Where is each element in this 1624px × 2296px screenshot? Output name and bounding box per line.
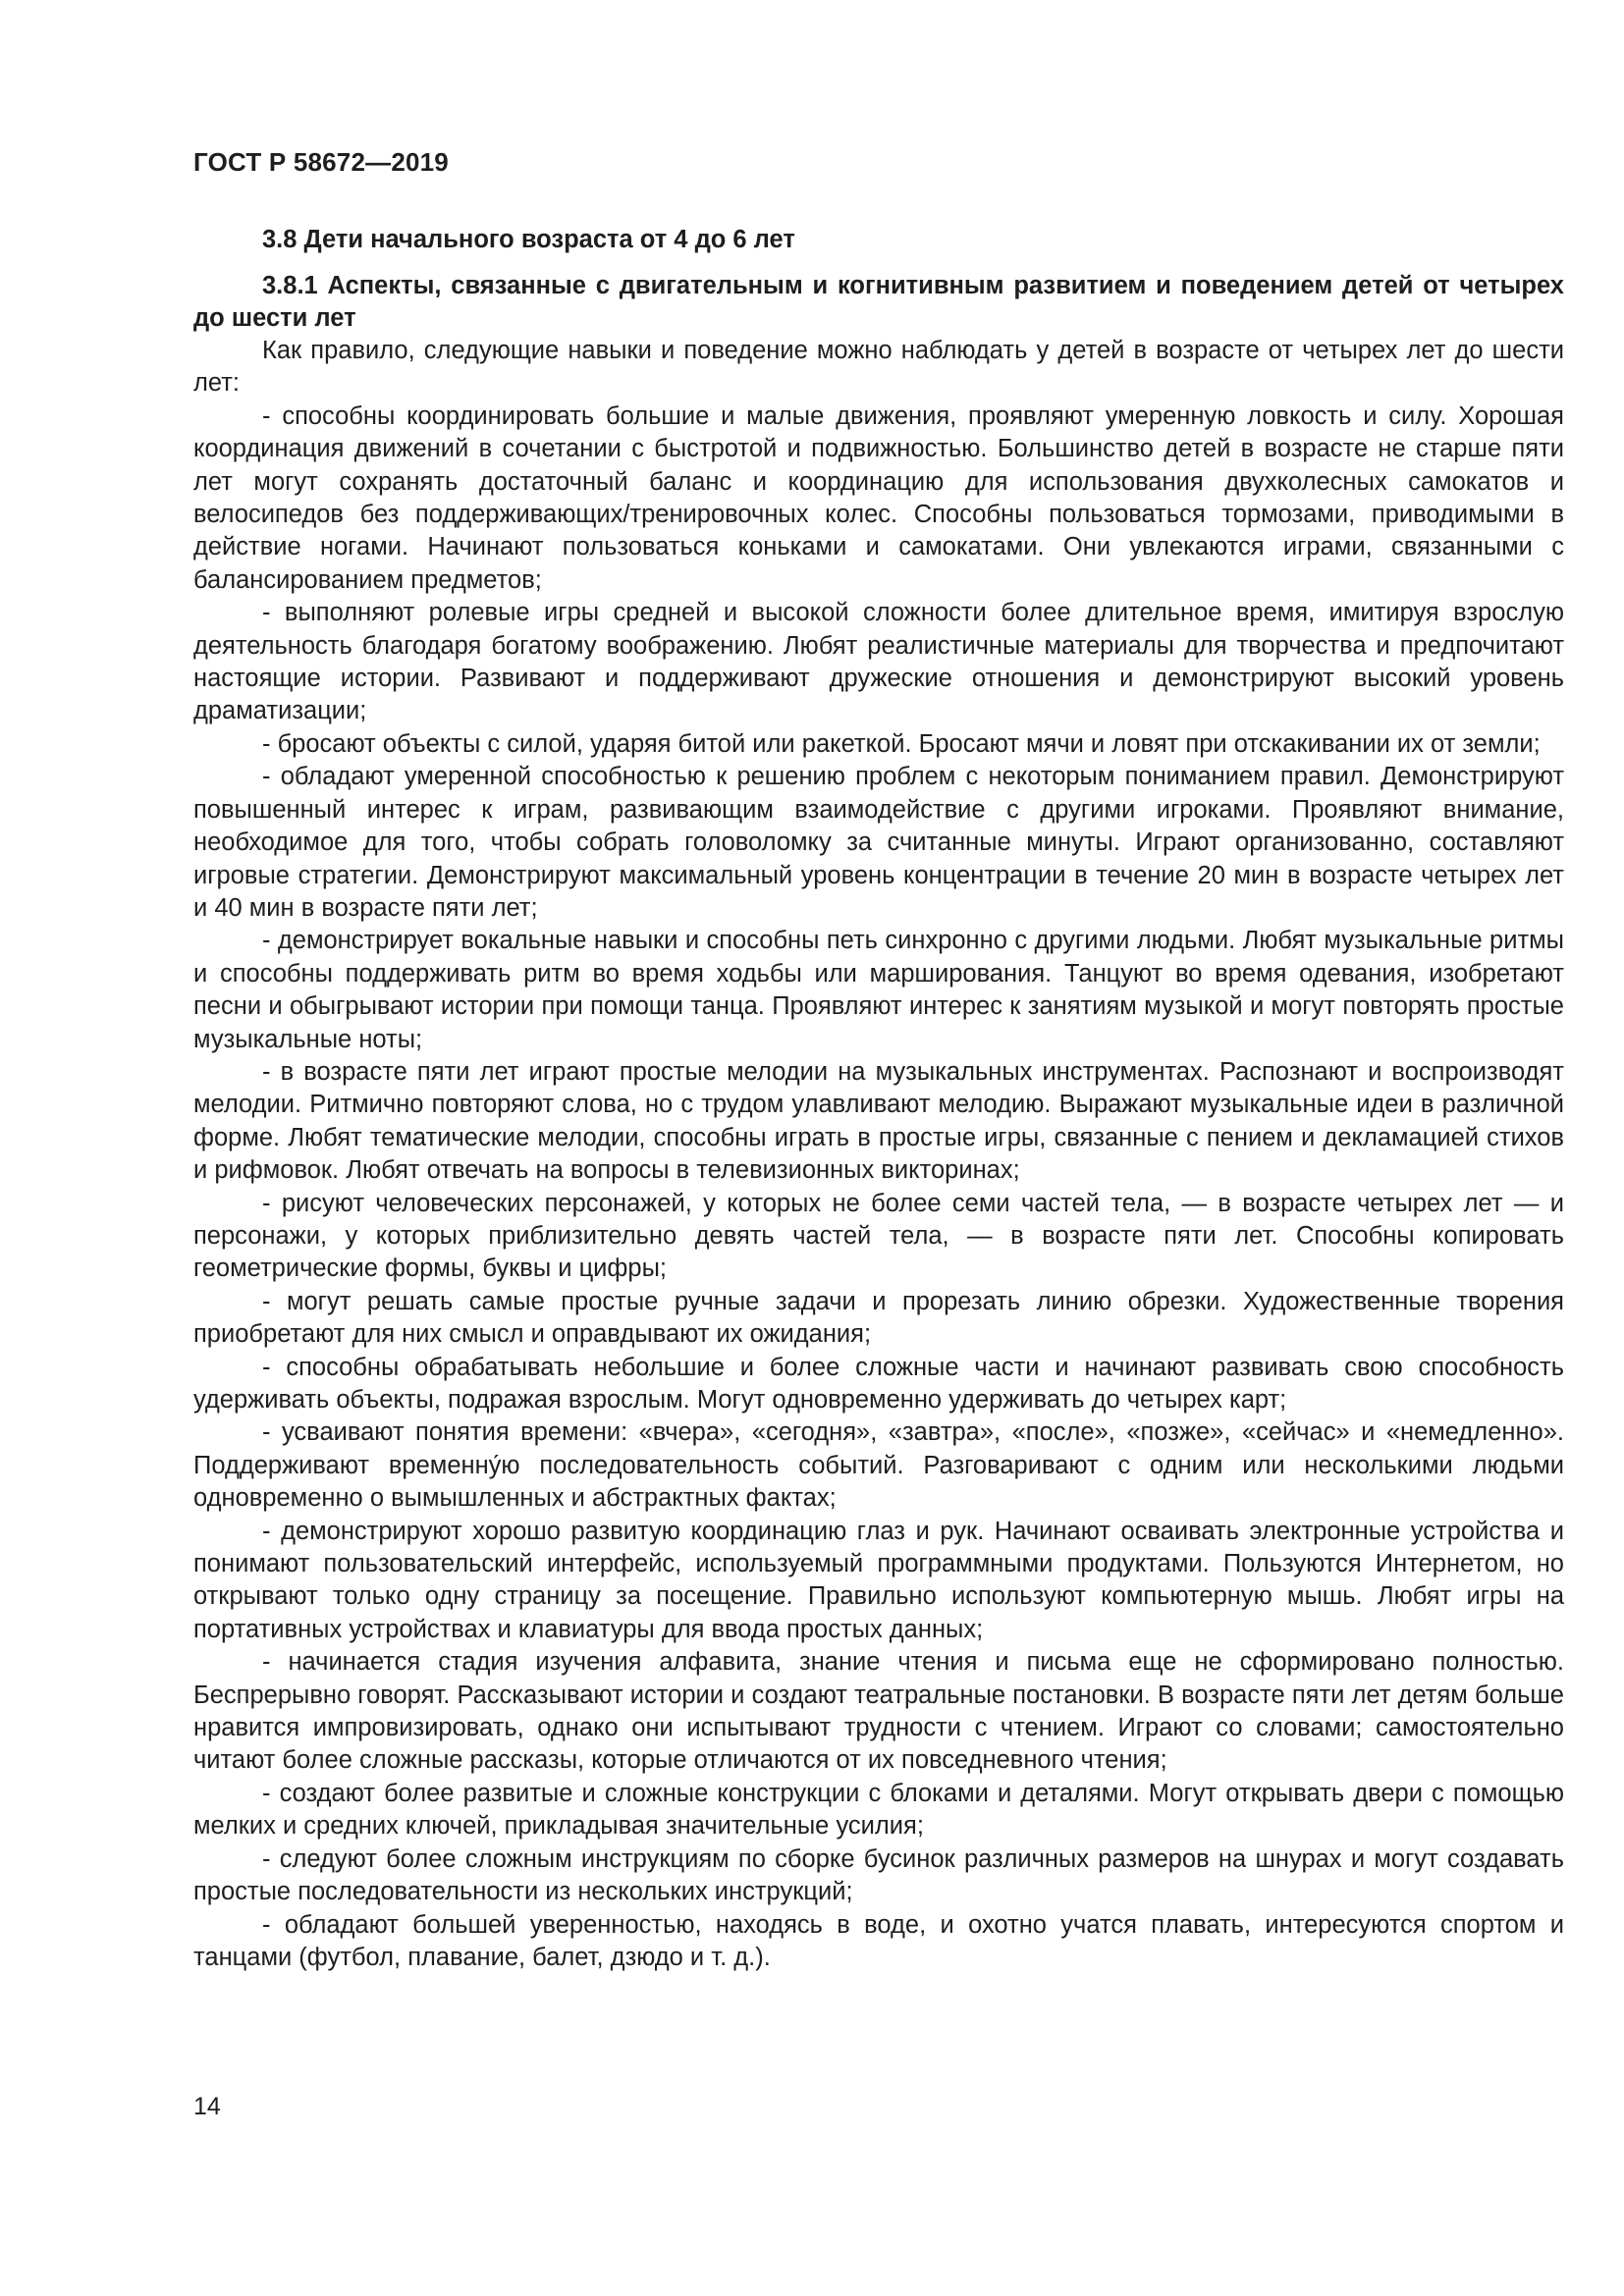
list-item: - способны координировать большие и малые движения, проявляют умеренную ловкость и силу. Хорошая координация движений в сочетании с быстротой и подвижностью. Большинство детей в возрасте не старше пяти лет могут сохранять достаточный баланс и координацию для использования двухколесных самокатов и велосипедов без поддерживающих/тренировочных колес. Способны пользоваться тормозами, приводимыми в действие ногами. Начинают пользоваться коньками и самокатами. Они увлекаются играми, связанными с балансированием предметов; xyxy=(193,401,1564,594)
list-item: - создают более развитые и сложные конструкции с блоками и деталями. Могут открывать двери с помощью мелких и средних ключей, прикладывая значительные усилия; xyxy=(193,1779,1564,1841)
list-item: - рисуют человеческих персонажей, у которых не более семи частей тела, — в возрасте четырех лет — и персонажи, у которых приблизительно девять частей тела, — в возрасте пяти лет. Способны копировать геометрические формы, буквы и цифры; xyxy=(193,1189,1564,1283)
list-item: - демонстрируют хорошо развитую координацию глаз и рук. Начинают осваивать электронные устройства и понимают пользовательский интерфейс, используемый программными продуктами. Пользуются Интернетом, но открывают только одну страницу за посещение. Правильно используют компьютерную мышь. Любят игры на портативных устройствах и клавиатуры для ввода простых данных; xyxy=(193,1517,1564,1643)
list-item: - способны обрабатывать небольшие и более сложные части и начинают развивать свою способность удерживать объекты, подражая взрослым. Могут одновременно удерживать до четырех карт; xyxy=(193,1353,1564,1414)
list-item: - обладают умеренной способностью к решению проблем с некоторым пониманием правил. Демонстрируют повышенный интерес к играм, развивающим взаимодействие с другими игроками. Проявляют внимание, необходимое для того, чтобы собрать головоломку за считанные минуты. Играют организованно, составляют игровые стратегии. Демонстрируют максимальный уровень концентрации в течение 20 мин в возрасте четырех лет и 40 мин в возрасте пяти лет; xyxy=(193,763,1564,922)
list-item: - могут решать самые простые ручные задачи и прорезать линию обрезки. Художественные творения приобретают для них смысл и оправдывают их ожидания; xyxy=(193,1287,1564,1349)
page-number: 14 xyxy=(193,2093,221,2120)
document-header: ГОСТ Р 58672—2019 xyxy=(193,147,449,177)
page-content xyxy=(193,224,1564,1974)
list-item: - усваивают понятия времени: «вчера», «сегодня», «завтра», «после», «позже», «сейчас» и «немедленно». Поддерживают временну́ю последовательность событий. Разговаривают с одним или несколькими людьми одновременно о вымышленных и абстрактных фактах; xyxy=(193,1418,1564,1513)
list-item: - следуют более сложным инструкциям по сборке бусинок различных размеров на шнурах и могут создавать простые последовательности из нескольких инструкций; xyxy=(193,1844,1564,1906)
list-item: - в возрасте пяти лет играют простые мелодии на музыкальных инструментах. Распознают и воспроизводят мелодии. Ритмично повторяют слова, но с трудом улавливают мелодию. Выражают музыкальные идеи в различной форме. Любят тематические мелодии, способны играть в простые игры, связанные с пением и декламацией стихов и рифмовок. Любят отвечать на вопросы в телевизионных викторинах; xyxy=(193,1057,1564,1185)
paragraph: Как правило, следующие навыки и поведение можно наблюдать у детей в возрасте от четырех лет до шести лет: xyxy=(193,337,1564,398)
subsection-title: 3.8.1 Аспекты, связанные с двигательным и когнитивным развитием и поведением детей от четырех до шести лет xyxy=(193,272,1564,332)
section-title: 3.8 Дети начального возраста от 4 до 6 лет xyxy=(262,226,795,253)
list-item: - демонстрирует вокальные навыки и способны петь синхронно с другими людьми. Любят музыкальные ритмы и способны поддерживать ритм во время ходьбы или марширования. Танцуют во время одевания, изобретают песни и обыгрывают истории при помощи танца. Проявляют интерес к занятиям музыкой и могут повторять простые музыкальные ноты; xyxy=(193,927,1564,1053)
list-item: - выполняют ролевые игры средней и высокой сложности более длительное время, имитируя взрослую деятельность благодаря богатому воображению. Любят реалистичные материалы для творчества и предпочитают настоящие истории. Развивают и поддерживают дружеские отношения и демонстрируют высокий уровень драматизации; xyxy=(193,599,1564,725)
list-item: - начинается стадия изучения алфавита, знание чтения и письма еще не сформировано полностью. Беспрерывно говорят. Рассказывают истории и создают театральные постановки. В возрасте пяти лет детям больше нравится импровизировать, однако они испытывают трудности с чтением. Играют со словами; самостоятельно читают более сложные рассказы, которые отличаются от их повседневного чтения; xyxy=(193,1648,1564,1775)
list-item: - бросают объекты с силой, ударяя битой или ракеткой. Бросают мячи и ловят при отскакивании их от земли; xyxy=(262,729,1541,758)
list-item: - обладают большей уверенностью, находясь в воде, и охотно учатся плавать, интересуются спортом и танцами (футбол, плавание, балет, дзюдо и т. д.). xyxy=(193,1910,1564,1971)
